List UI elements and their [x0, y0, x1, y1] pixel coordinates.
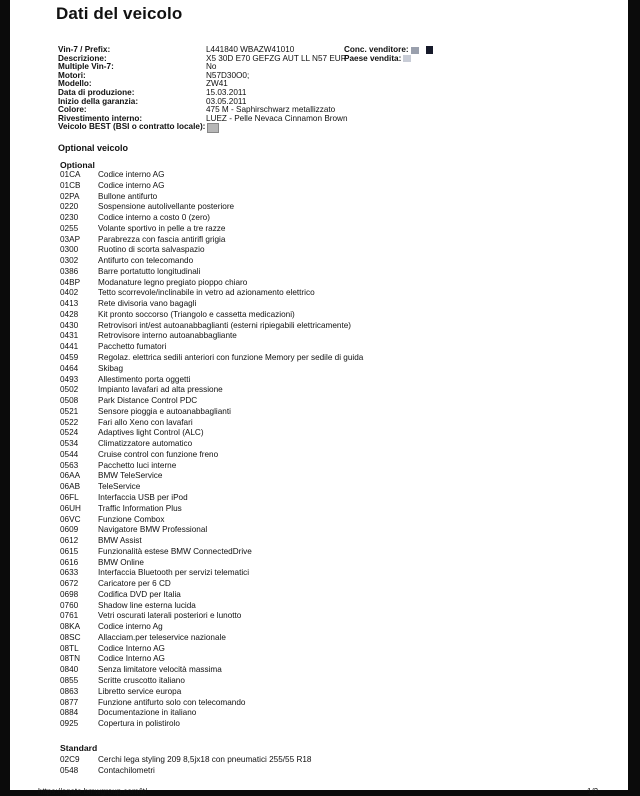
option-item: [60, 568, 363, 579]
option-description: Kit pronto soccorso (Triangolo e cassetta medicazioni): [98, 309, 295, 319]
spec-label: Multiple Vin-7:: [58, 62, 114, 72]
option-item: [60, 375, 363, 386]
option-item: [60, 579, 363, 590]
option-description: Fari allo Xeno con lavafari: [98, 417, 193, 427]
option-description: Cruise control con funzione freno: [98, 449, 219, 459]
option-item: [60, 708, 363, 719]
option-code: 0521: [60, 406, 79, 416]
option-item: [60, 245, 363, 256]
option-description: Codice Interno AG: [98, 643, 165, 653]
spec-label: Descrizione:: [58, 53, 107, 63]
option-code: 0230: [60, 213, 79, 223]
option-code: 08TN: [60, 654, 81, 664]
option-code: 04BP: [60, 277, 81, 287]
option-code: 0430: [60, 320, 79, 330]
option-code: 0493: [60, 374, 79, 384]
footer-url[interactable]: https://sgate.bmwgroup.com/it/: [38, 787, 147, 796]
option-description: Barre portatutto longitudinali: [98, 266, 201, 276]
option-item: [60, 256, 363, 267]
spec-label: Rivestimento interno:: [58, 113, 143, 123]
option-description: Rete divisoria vano bagagli: [98, 299, 197, 309]
option-description: Antifurto con telecomando: [98, 256, 194, 266]
redacted-mark: [426, 46, 433, 54]
option-item: [60, 471, 363, 482]
option-code: 0884: [60, 708, 79, 718]
option-item: [60, 235, 363, 246]
option-description: Caricatore per 6 CD: [98, 579, 171, 589]
option-code: 0464: [60, 363, 79, 373]
option-item: [60, 482, 363, 493]
spec-value: N57D30O0;: [206, 70, 250, 80]
spec-value: X5 30D E70 GEFZG AUT LL N57 EUR: [206, 53, 347, 63]
option-code: 06VC: [60, 514, 81, 524]
option-item: [60, 754, 311, 765]
option-item: [60, 418, 363, 429]
option-code: 0615: [60, 546, 79, 556]
option-description: Documentazione in italiano: [98, 708, 197, 718]
spec-value: L441840 WBAZW41010: [206, 45, 295, 54]
option-description: Modanature legno pregiato pioppo chiaro: [98, 277, 248, 287]
option-code: 06AB: [60, 482, 81, 492]
option-code: 0612: [60, 536, 79, 546]
option-item: [60, 450, 363, 461]
option-code: 0925: [60, 719, 79, 729]
option-item: [60, 515, 363, 526]
option-code: 0302: [60, 256, 79, 266]
option-item: [60, 407, 363, 418]
option-item: [60, 622, 363, 633]
option-code: 0522: [60, 417, 79, 427]
option-code: 02C9: [60, 755, 80, 764]
option-item: [60, 278, 363, 289]
option-description: Volante sportivo in pelle a tre razze: [98, 223, 226, 233]
option-item: [60, 342, 363, 353]
spec-row: [58, 55, 578, 64]
spec-label: Colore:: [58, 105, 87, 115]
option-code: 0698: [60, 589, 79, 599]
option-code: 0761: [60, 611, 79, 621]
optional-group-title: Optional: [60, 160, 95, 170]
option-description: Codifica DVD per Italia: [98, 589, 181, 599]
option-description: Senza limitatore velocità massima: [98, 665, 222, 675]
option-description: Ruotino di scorta salvaspazio: [98, 245, 205, 255]
option-description: Funzione Combox: [98, 514, 165, 524]
best-vehicle-checkbox: [207, 123, 219, 133]
option-code: 0633: [60, 568, 79, 578]
option-description: TeleService: [98, 482, 141, 492]
option-item: [60, 654, 363, 665]
spec-label: Data di produzione:: [58, 87, 135, 97]
spec-extra-label: Conc. venditore:: [344, 45, 409, 54]
option-description: Impianto lavafari ad alta pressione: [98, 385, 223, 395]
option-code: 0616: [60, 557, 79, 567]
option-description: Funzione antifurto solo con telecomando: [98, 697, 246, 707]
option-item: [60, 192, 363, 203]
option-code: 0508: [60, 396, 79, 406]
option-item: [60, 601, 363, 612]
option-item: [60, 504, 363, 515]
option-code: 0386: [60, 266, 79, 276]
option-description: Codice interno a costo 0 (zero): [98, 213, 210, 223]
option-code: 0563: [60, 460, 79, 470]
spec-value: LUEZ - Pelle Nevaca Cinnamon Brown: [206, 113, 348, 123]
spec-label: Modello:: [58, 79, 92, 89]
option-code: 0255: [60, 223, 79, 233]
left-frame: [0, 0, 10, 796]
option-code: 0760: [60, 600, 79, 610]
option-description: Retrovisori int/est autoanabbaglianti (esterni ripiegabili elettricamente): [98, 320, 352, 330]
option-item: [60, 428, 363, 439]
option-description: Funzionalità estese BMW ConnectedDrive: [98, 546, 252, 556]
option-code: 0402: [60, 288, 79, 298]
spec-row: [58, 72, 578, 81]
vehicle-specs: [58, 46, 578, 132]
option-description: Bullone antifurto: [98, 191, 158, 201]
option-description: Tetto scorrevole/inclinabile in vetro ad azionamento elettrico: [98, 288, 315, 298]
option-description: Libretto service europa: [98, 686, 182, 696]
spec-value: No: [206, 62, 217, 72]
option-description: BMW Online: [98, 557, 144, 567]
page-title: Dati del veicolo: [56, 4, 183, 23]
footer-page-number: 1/2: [587, 787, 599, 796]
option-description: Pacchetto luci interne: [98, 460, 177, 470]
option-item: [60, 170, 363, 181]
option-description: Codice interno Ag: [98, 622, 163, 632]
option-description: Park Distance Control PDC: [98, 396, 198, 406]
option-item: [60, 288, 363, 299]
option-description: Pacchetto fumatori: [98, 342, 167, 352]
option-description: Sensore pioggia e autoanabbaglianti: [98, 406, 231, 416]
spec-row: [58, 123, 578, 132]
option-code: 0428: [60, 309, 79, 319]
spec-value: ZW41: [206, 79, 228, 89]
right-frame: [628, 0, 640, 796]
option-code: 02PA: [60, 191, 80, 201]
option-item: [60, 331, 363, 342]
option-code: 0459: [60, 353, 79, 363]
option-item: [60, 299, 363, 310]
spec-label: Inizio della garanzia:: [58, 96, 139, 106]
option-code: 0524: [60, 428, 79, 438]
option-description: Skibag: [98, 363, 124, 373]
option-code: 0502: [60, 385, 79, 395]
option-description: Adaptives light Control (ALC): [98, 428, 204, 438]
option-item: [60, 633, 363, 644]
option-item: [60, 590, 363, 601]
optional-section-title: Optional veicolo: [58, 143, 129, 153]
option-description: Retrovisore interno autoanabbagliante: [98, 331, 237, 341]
option-description: Navigatore BMW Professional: [98, 525, 208, 535]
option-item: [60, 525, 363, 536]
option-item: [60, 676, 363, 687]
option-description: Sospensione autolivellante posteriore: [98, 202, 235, 212]
option-item: [60, 765, 311, 776]
option-item: [60, 364, 363, 375]
spec-value: 15.03.2011: [206, 87, 247, 97]
option-code: 08KA: [60, 622, 81, 632]
spec-extra-label: Paese vendita:: [344, 53, 402, 63]
option-code: 0441: [60, 342, 79, 352]
option-code: 03AP: [60, 234, 81, 244]
option-item: [60, 493, 363, 504]
option-item: [60, 181, 363, 192]
option-description: Vetri oscurati laterali posteriori e lunotto: [98, 611, 242, 621]
option-description: Interfaccia USB per iPod: [98, 492, 188, 502]
option-code: 06UH: [60, 503, 81, 513]
spec-label: Veicolo BEST (BSI o contratto locale):: [58, 122, 206, 132]
option-item: [60, 202, 363, 213]
redacted-mark: [411, 47, 419, 54]
option-code: 0855: [60, 675, 79, 685]
sales-country-field: [344, 55, 411, 64]
option-code: 0413: [60, 299, 79, 309]
option-code: 0863: [60, 686, 79, 696]
option-code: 08SC: [60, 632, 81, 642]
option-description: Interfaccia Bluetooth per servizi telematici: [98, 568, 250, 578]
option-description: Allestimento porta oggetti: [98, 374, 191, 384]
document-page: [10, 0, 628, 790]
option-item: [60, 310, 363, 321]
option-item: [60, 321, 363, 332]
option-description: BMW TeleService: [98, 471, 163, 481]
option-code: 0431: [60, 331, 79, 341]
option-description: Allacciam.per teleservice nazionale: [98, 632, 226, 642]
option-code: 0609: [60, 525, 79, 535]
standard-group-title: Standard: [60, 743, 98, 753]
option-code: 01CA: [60, 170, 81, 179]
option-item: [60, 267, 363, 278]
option-description: Climatizzatore automatico: [98, 439, 193, 449]
option-code: 0544: [60, 449, 79, 459]
option-code: 0548: [60, 766, 79, 775]
option-code: 08TL: [60, 643, 79, 653]
spec-row: [58, 63, 578, 72]
option-description: Codice Interno AG: [98, 654, 165, 664]
option-item: [60, 665, 363, 676]
option-item: [60, 439, 363, 450]
option-code: 01CB: [60, 180, 81, 190]
option-item: [60, 687, 363, 698]
option-code: 06FL: [60, 492, 79, 502]
option-item: [60, 396, 363, 407]
option-description: BMW Assist: [98, 536, 142, 546]
spec-value: 475 M - Saphirschwarz metallizzato: [206, 105, 336, 115]
option-description: Scritte cruscotto italiano: [98, 675, 185, 685]
option-item: [60, 213, 363, 224]
option-description: Cerchi lega styling 209 8,5jx18 con pneumatici 255/55 R18: [98, 755, 312, 764]
option-code: 0672: [60, 579, 79, 589]
option-description: Contachilometri: [98, 766, 155, 775]
option-code: 06AA: [60, 471, 81, 481]
spec-label: Vin-7 / Prefix:: [58, 45, 111, 54]
option-item: [60, 644, 363, 655]
option-description: Codice interno AG: [98, 170, 165, 179]
option-item: [60, 536, 363, 547]
spec-row: [58, 80, 578, 89]
option-code: 0220: [60, 202, 79, 212]
option-item: [60, 547, 363, 558]
standard-list: [60, 754, 311, 776]
option-code: 0534: [60, 439, 79, 449]
spec-label: Motori:: [58, 70, 86, 80]
option-description: Regolaz. elettrica sedili anteriori con funzione Memory per sedile di guida: [98, 353, 364, 363]
option-description: Copertura in polistirolo: [98, 719, 180, 729]
spec-value: 03.05.2011: [206, 96, 247, 106]
option-description: Codice interno AG: [98, 180, 165, 190]
option-code: 0840: [60, 665, 79, 675]
option-item: [60, 353, 363, 364]
redacted-mark: [403, 55, 411, 62]
option-item: [60, 461, 363, 472]
option-item: [60, 385, 363, 396]
option-item: [60, 611, 363, 622]
option-description: Parabrezza con fascia antirifl grigia: [98, 234, 226, 244]
option-code: 0877: [60, 697, 79, 707]
option-item: [60, 719, 363, 730]
option-item: [60, 558, 363, 569]
option-item: [60, 698, 363, 709]
option-code: 0300: [60, 245, 79, 255]
option-description: Shadow line esterna lucida: [98, 600, 196, 610]
option-description: Traffic Information Plus: [98, 503, 182, 513]
option-item: [60, 224, 363, 235]
optional-list: [60, 170, 363, 730]
